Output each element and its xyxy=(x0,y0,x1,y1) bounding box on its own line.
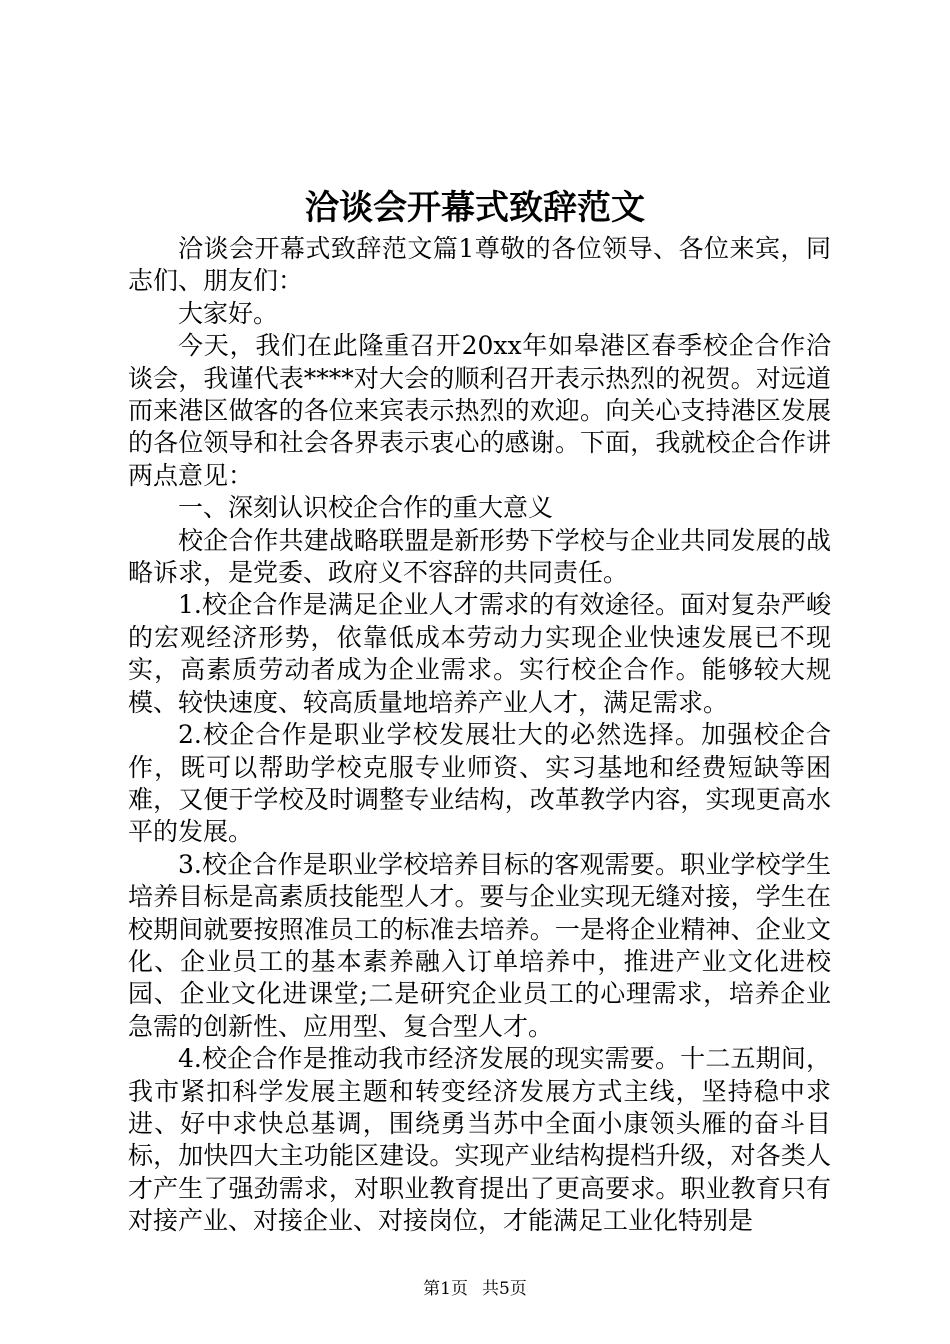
page-footer xyxy=(0,1277,950,1301)
document-body xyxy=(128,233,831,1238)
paragraph-section-intro: 校企合作共建战略联盟是新形势下学校与企业共同发展的战略诉求，是党委、政府义不容辞的共同责任。 xyxy=(128,525,831,588)
paragraph-greeting: 大家好。 xyxy=(178,298,279,328)
paragraph-point-3: 3.校企合作是职业学校培养目标的客观需要。职业学校学生培养目标是高素质技能型人才。要与企业实现无缝对接，学生在校期间就要按照准员工的标准去培养。一是将企业精神、企业文化、企业员工的基本素养融入订单培养中，推进产业文化进校园、企业文化进课堂;二是研究企业员工的心理需求，培养企业急需的创新性、应用型、复合型人才。 xyxy=(128,849,831,1041)
paragraph-opening: 今天，我们在此隆重召开20xx年如皋港区春季校企合作洽谈会，我谨代表****对大会的顺利召开表示热烈的祝贺。对远道而来港区做客的各位来宾表示热烈的欢迎。向关心支持港区发展的各位领导和社会各界表示衷心的感谢。下面，我就校企合作讲两点意见： xyxy=(128,331,831,490)
page-total: 共5页 xyxy=(482,1279,527,1299)
paragraph-point-2: 2.校企合作是职业学校发展壮大的必然选择。加强校企合作，既可以帮助学校克服专业师资、实习基地和经费短缺等困难，又便于学校及时调整专业结构，改革教学内容，实现更高水平的发展。 xyxy=(128,720,831,847)
page-number: 第1页 xyxy=(423,1279,468,1299)
paragraph-point-1: 1.校企合作是满足企业人才需求的有效途径。面对复杂严峻的宏观经济形势，依靠低成本劳动力实现企业快速发展已不现实，高素质劳动者成为企业需求。实行校企合作。能够较大规模、较快速度、较高质量地培养产业人才，满足需求。 xyxy=(128,590,831,717)
paragraph-point-4: 4.校企合作是推动我市经济发展的现实需要。十二五期间，我市紧扣科学发展主题和转变经济发展方式主线，坚持稳中求进、好中求快总基调，围绕勇当苏中全面小康领头雁的奋斗目标，加快四大主功能区建设。实现产业结构提档升级，对各类人才产生了强劲需求，对职业教育提出了更高要求。职业教育只有对接产业、对接企业、对接岗位，才能满足工业化特别是 xyxy=(128,1044,831,1236)
document-title: 洽谈会开幕式致辞范文 xyxy=(305,188,645,228)
section-heading: 一、深刻认识校企合作的重大意义 xyxy=(178,493,554,523)
paragraph-intro: 洽谈会开幕式致辞范文篇1尊敬的各位领导、各位来宾，同志们、朋友们： xyxy=(128,234,831,296)
